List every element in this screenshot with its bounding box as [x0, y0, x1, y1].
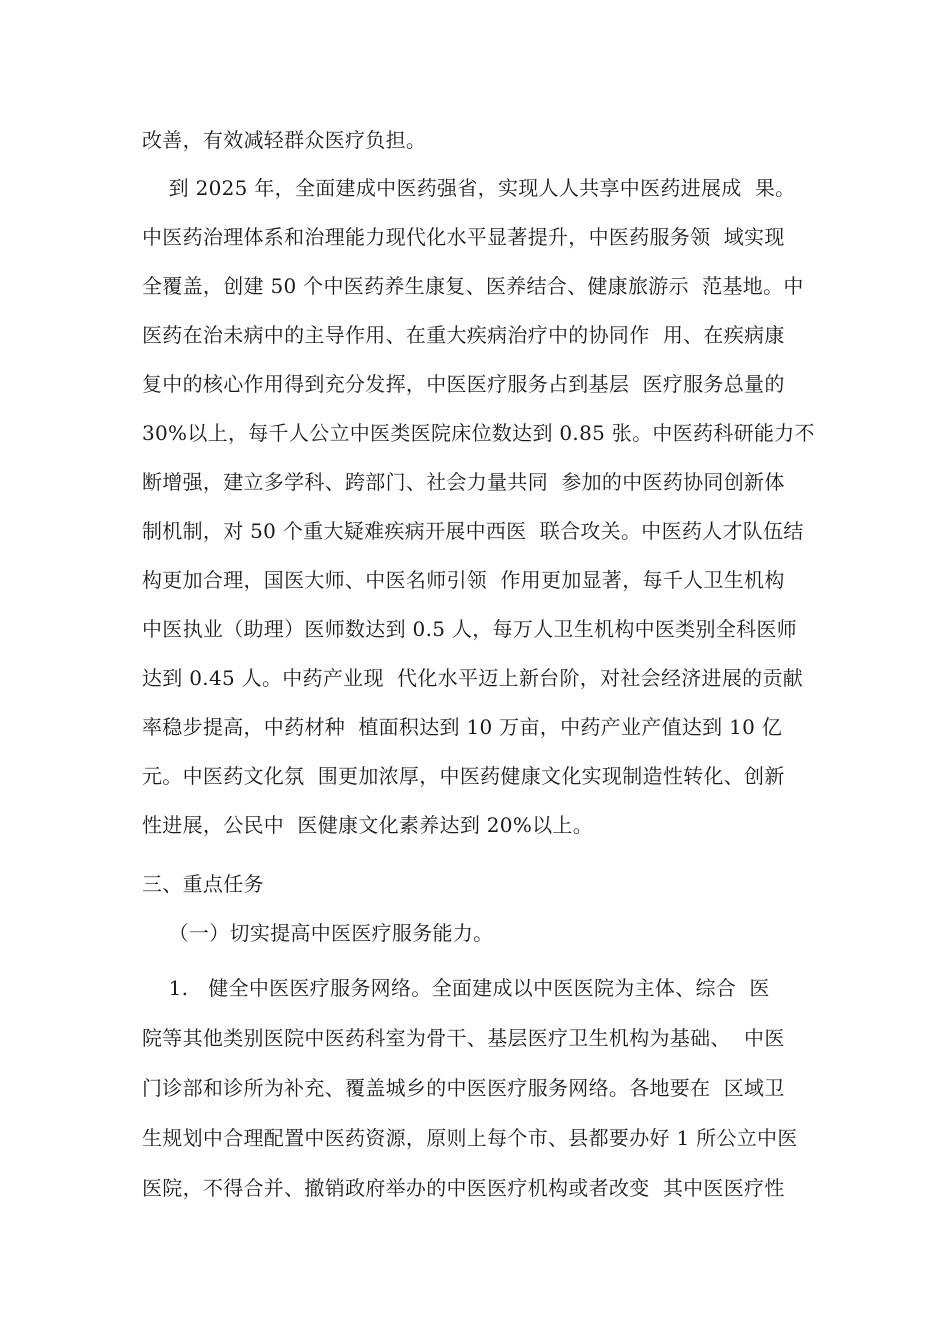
text-line: 改善，有效减轻群众医疗负担。	[142, 128, 427, 152]
text-line: 生规划中合理配置中医药资源，原则上每个市、县都要办好 1 所公立中医	[142, 1126, 798, 1150]
section-heading: 三、重点任务	[142, 872, 264, 896]
text-line: 医院，不得合并、撤销政府举办的中医医疗机构或者改变 其中医医疗性	[142, 1176, 785, 1200]
text-line: 医药在治未病中的主导作用、在重大疾病治疗中的协同作 用、在疾病康	[142, 323, 785, 347]
text-line: 制机制，对 50 个重大疑难疾病开展中西医 联合攻关。中医药人才队伍结	[142, 519, 804, 543]
text-line: 元。中医药文化氛 围更加浓厚，中医药健康文化实现制造性转化、创新	[142, 764, 785, 788]
text-line: 构更加合理，国医大师、中医名师引领 作用更加显著，每千人卫生机构	[142, 568, 785, 592]
subsection-heading: （一）切实提高中医医疗服务能力。	[142, 921, 494, 945]
text-line: 复中的核心作用得到充分发挥，中医医疗服务占到基层 医疗服务总量的	[142, 372, 785, 396]
text-line: 全覆盖，创建 50 个中医药养生康复、医养结合、健康旅游示 范基地。中	[142, 274, 804, 298]
text-line: 中医执业（助理）医师数达到 0.5 人，每万人卫生机构中医类别全科医师	[142, 617, 798, 641]
text-line: 断增强，建立多学科、跨部门、社会力量共同 参加的中医药协同创新体	[142, 470, 785, 494]
text-line: 率稳步提高，中药材种 植面积达到 10 万亩，中药产业产值达到 10 亿	[142, 715, 783, 739]
text-line: 30%以上，每千人公立中医类医院床位数达到 0.85 张。中医药科研能力不	[142, 421, 815, 445]
text-line: 到 2025 年，全面建成中医药强省，实现人人共享中医药进展成 果。	[142, 176, 796, 200]
text-line: 中医药治理体系和治理能力现代化水平显著提升，中医药服务领 域实现	[142, 225, 785, 249]
text-line: 达到 0.45 人。中药产业现 代化水平迈上新台阶，对社会经济进展的贡献	[142, 666, 804, 690]
text-line: 院等其他类别医院中医药科室为骨干、基层医疗卫生机构为基础、 中医	[142, 1026, 785, 1050]
text-line: 性进展，公民中 医健康文化素养达到 20%以上。	[142, 813, 594, 837]
text-line: 门诊部和诊所为补充、覆盖城乡的中医医疗服务网络。各地要在 区域卫	[142, 1076, 785, 1100]
text-line: 1. 健全中医医疗服务网络。全面建成以中医医院为主体、综合 医	[142, 976, 770, 1000]
